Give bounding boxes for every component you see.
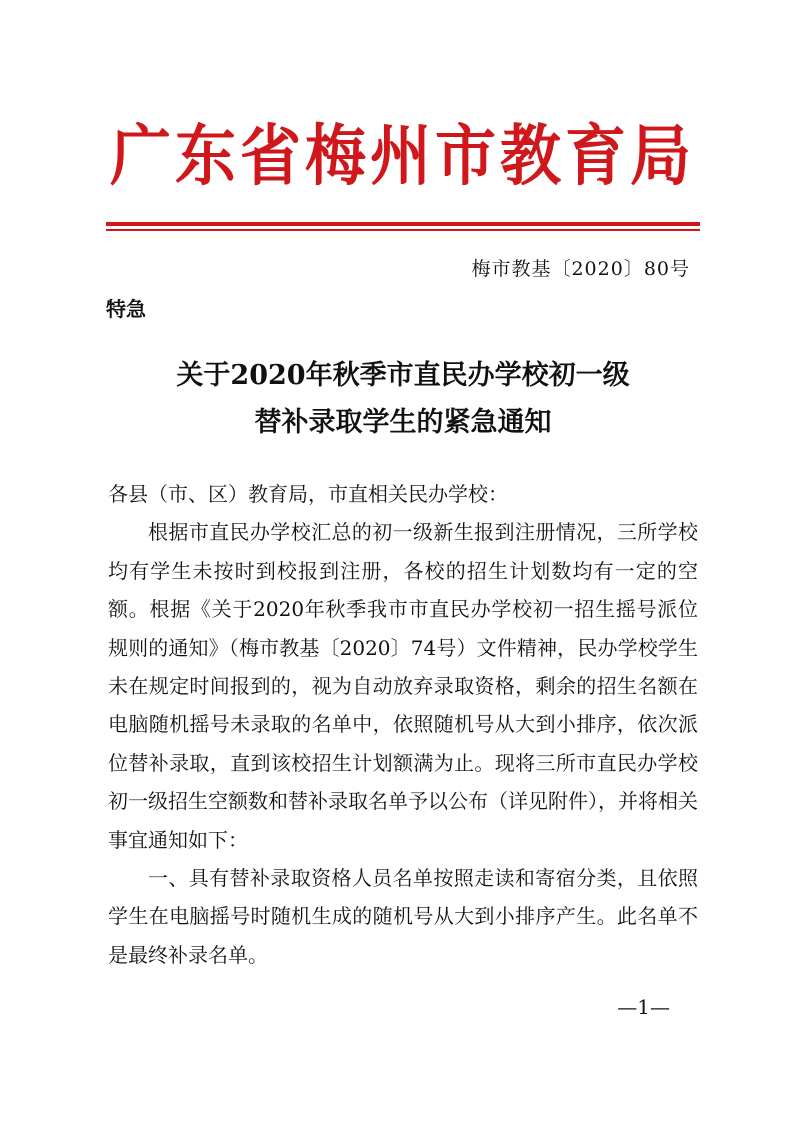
document-title-line-1: 关于2020年秋季市直民办学校初一级 (176, 360, 630, 391)
body-paragraph: 根据市直民办学校汇总的初一级新生报到注册情况，三所学校均有学生未按时到校报到注册，各校的招生计划数均有一定的空额。根据《关于2020年秋季我市市直民办学校初一招生摇号派位规则的通知》（梅市教基〔2020〕74号）文件精神，民办学校学生未在规定时间报到的，视为自动放弃录取资格，剩余的招生名额在电脑随机摇号未录取的名单中，依照随机号从大到小排序，依次派位替补录取，直到该校招生计划额满为止。现将三所市直民办学校初一级招生空额数和替补录取名单予以公布（详见附件），并将相关事宜通知如下： (108, 520, 698, 852)
document-number: 梅市教基〔2020〕80号 (471, 258, 690, 280)
salutation: 各县（市、区）教育局，市直相关民办学校： (108, 482, 508, 506)
body-paragraph: 一、具有替补录取资格人员名单按照走读和寄宿分类，且依照学生在电脑摇号时随机生成的随机号从大到小排序产生。此名单不是最终补录名单。 (108, 866, 698, 967)
letterhead-rule-thin (106, 229, 700, 231)
document-body (108, 475, 698, 974)
page-number: —1— (617, 995, 670, 1019)
document-title-line-2: 替补录取学生的紧急通知 (254, 407, 552, 438)
letterhead-rule-thick (106, 222, 700, 226)
letterhead-title: 广东省梅州市教育局 (110, 118, 696, 195)
urgency-label: 特急 (106, 297, 146, 321)
